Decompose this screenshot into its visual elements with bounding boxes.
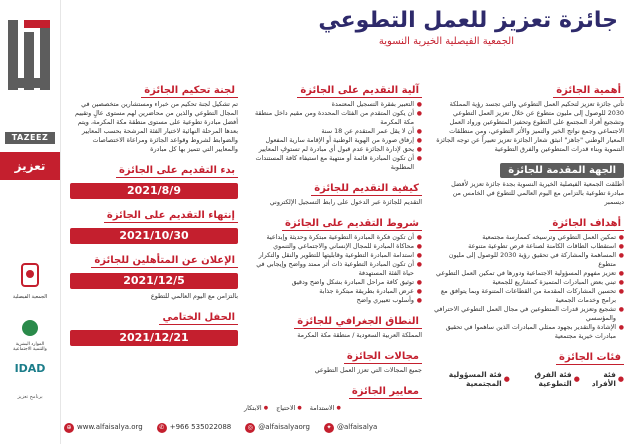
page-subtitle: الجمعية الفيصلية الخيرية النسوية [378,36,514,47]
twitter-icon: ✦ [324,423,334,433]
condition-item: ● وأسلوب تعبيري واضح [244,296,422,305]
apply-item: ● أن تكون المبادرة قائمة أو منتهية مع استيفاء كافة المستندات المطلوبة [244,154,422,172]
brand-strip [0,0,61,444]
categories-heading: فئات الجائزة [556,351,624,365]
criteria-list [244,404,422,412]
jury-text: تم تشكيل لجنة تحكيم من خبراء ومستشارين متخصصين في المجال التطوعي والذين من محاضرين لهم مستوى عالٍ وتقييم أفضل مبادرة تطوعية على مستوى منطقة مكة المكرمة، ويتم بعدها المرحلة النهائية لاختيار الفئة المرشحة بحسب المعايير والضوابط لشروط وقواعد الجائزة ومراعاة الاختصاصات والمعايير التي تتميز بها كل مبادرة [74,100,238,153]
condition-item: ● أن تكون المبادرة التطوعية ذات أثر ممتد وواضح وإيجابي في حياة الفئة المستهدفة [244,260,422,278]
jury-heading: لجنة تحكيم الجائزة [141,84,238,98]
goal-item: ● تمكين العمل التطوعي وترسيخه كممارسة مجتمعية [434,233,624,242]
criteria-item: ● الاحتياج [276,404,302,412]
category-item: ● فئة المسؤولية المجتمعية [434,370,510,388]
org-text: أطلقت الجمعية الفيصلية الخيرية النسوية بجدة جائزة تعزيز لأفضل مبادرة تطوعية بالتزامن مع اليوم العالمي للتطوع في الخامس من ديسمبر [451,180,624,206]
goal-item: ● الإشادة والتقدير بجهود ممثلي المبادرات الذين ساهموا في تحقيق مبادرات خيرية مجتمعية [434,323,624,341]
tazeez-logo-icon [6,18,54,92]
goal-item: ● تحسين المشاركات المقدمة من القطاعات المتنوعة وبما يتوافق مع برامج وخدمات الجمعية [434,287,624,305]
announce-date: 2021/12/5 [70,273,238,289]
sponsor-logo-2: الموارد البشرية والتنمية الاجتماعية [10,318,50,352]
apply-item: ● التعبير بفقرة التسجيل المعتمدة [244,100,422,109]
footer [64,420,624,436]
sponsor-logo-1: الجمعية الفيصلية [10,262,50,298]
goals-heading: أهداف الجائزة [549,217,624,231]
announce-note: بالتزامن مع اليوم العالمي للتطوع [150,292,238,300]
category-item: ● فئة الأفراد [588,370,624,388]
condition-item: ● توثيق كافة مراحل المبادرة بشكل واضح ودقيق [244,278,422,287]
apply-item: ● أن يكون المتقدم من الفئات المحددة ومن مقيم داخل منطقة مكة المكرمة [244,109,422,127]
brand-latin: TAZEEZ [5,132,55,144]
category-item: ● فئة الفرق التطوعية [518,370,580,388]
how-text: التقديم للجائزة عبر الدخول على رابط التسجيل الإلكتروني [269,198,422,206]
goal-item: ● المساهمة والمشاركة في تحقيق رؤية 2030 للوصول إلى مليون متطوع [434,251,624,269]
fields-heading: مجالات الجائزة [344,350,422,364]
twitter-link[interactable]: ✦ @alfaisalya [324,423,377,433]
sponsor-logo-3: IDAD [14,362,46,375]
region-text: المملكة العربية السعودية / منطقة مكة المكرمة [297,331,422,339]
apply-item: ● أن لا يقل عمر المتقدم عن 18 سنة [244,127,422,136]
right-column [434,74,624,388]
instagram-link[interactable]: ◎ @alfaisalyaorg [245,423,310,433]
faisaliya-logo-icon [10,262,50,290]
apply-item: ● إرفاق صورة من الهوية الوطنية أو الإقامة سارية المفعول [244,136,422,145]
ceremony-heading: الحفل الختامي [159,311,238,325]
page-title: جائزة تعزيز للعمل التطوعي [318,8,618,33]
condition-item: ● استدامة المبادرة التطوعية وقابليتها للتطوير والنقل والتكرار [244,251,422,260]
condition-item: ● محاكاة المبادرة للمجال الإنساني والاجتماعي والتنموي [244,242,422,251]
announce-heading: الإعلان عن المتأهلين للجائزة [91,254,238,268]
end-date: 2021/10/30 [70,228,238,244]
left-column [70,74,238,349]
criteria-heading: معايير الجائزة [349,385,422,399]
end-heading: إنتهاء التقديم على الجائزة [104,209,238,223]
start-heading: بدء التقديم على الجائزة [116,164,238,178]
globe-icon: ⊕ [64,423,74,433]
criteria-item: ● الاستدامة [310,404,341,412]
org-heading: الجهة المقدمة للجائزة [500,163,624,178]
apply-list [244,100,422,172]
apply-heading: آلية التقديم على الجائزة [297,84,422,98]
how-heading: كيفية التقديم للجائزة [311,182,422,196]
about-heading: أهمية الجائزة [553,84,624,98]
goals-list [434,233,624,341]
sponsor-logo-4: برنامج تعزيز [17,394,43,400]
categories-list [434,370,624,388]
brand-arabic: تعزيز [0,152,60,180]
fields-text: جميع المجالات التي تعزز العمل التطوعي [314,366,422,374]
condition-item: ● أن تكون فكرة المبادرة التطوعية مبتكرة وحديثة وإبداعية [244,233,422,242]
ceremony-date: 2021/12/21 [70,330,238,346]
conditions-list [244,233,422,305]
start-date: 2021/8/9 [70,183,238,199]
hrsd-logo-icon [10,318,50,338]
goal-item: ● تعزيز مفهوم المسؤولية الاجتماعية ودورها في تمكين العمل التطوعي [434,269,624,278]
about-text: تأتي جائزة تعزيز لتحكيم العمل التطوعي والتي تجسد رؤية المملكة 2030 للوصول إلى مليون متطوع عن خلال تعزيز العمل التطوعي وتشجيع أفراد المجتمع على التطوع وتحفيز المتطوعين ورواد العمل الاجتماعي وجمع نواتج الخير والتميز والأثر التطوعي، ومن منطلقات المعيار الوطني "جاهز" انبثق شعار الجائزة تعزيز تعبيراً عن توجه الجائزة التنموية وبناء قدرات المتطوعين والفرق التطوعية [436,100,624,153]
middle-column [244,74,422,412]
conditions-heading: شروط التقديم على الجائزة [282,217,422,231]
instagram-icon: ◎ [245,423,255,433]
apply-item: ● يحق لإدارة الجائزة عدم قبول أي مبادرة لم تستوفِ المعايير [244,145,422,154]
criteria-item: ● الابتكار [244,404,268,412]
goal-item: ● تشجيع وتعزيز قدرات المتطوعين في مجال العمل التطوعي الاحترافي والمؤسسي [434,305,624,323]
condition-item: ● عرض المبادرة بطريقة مبتكرة جذابة [244,287,422,296]
region-heading: النطاق الجغرافي للجائزة [294,315,422,329]
phone-link[interactable]: ✆ +966 535022088 [157,423,232,433]
web-link[interactable]: ⊕ www.alfaisalya.org [64,423,143,433]
goal-item: ● استقطاب الطاقات الكامنة لصناعة فرص تطوعية متنوعة [434,242,624,251]
goal-item: ● تبني بعض المبادرات المتميزة كمشاريع للجمعية [434,278,624,287]
phone-icon: ✆ [157,423,167,433]
